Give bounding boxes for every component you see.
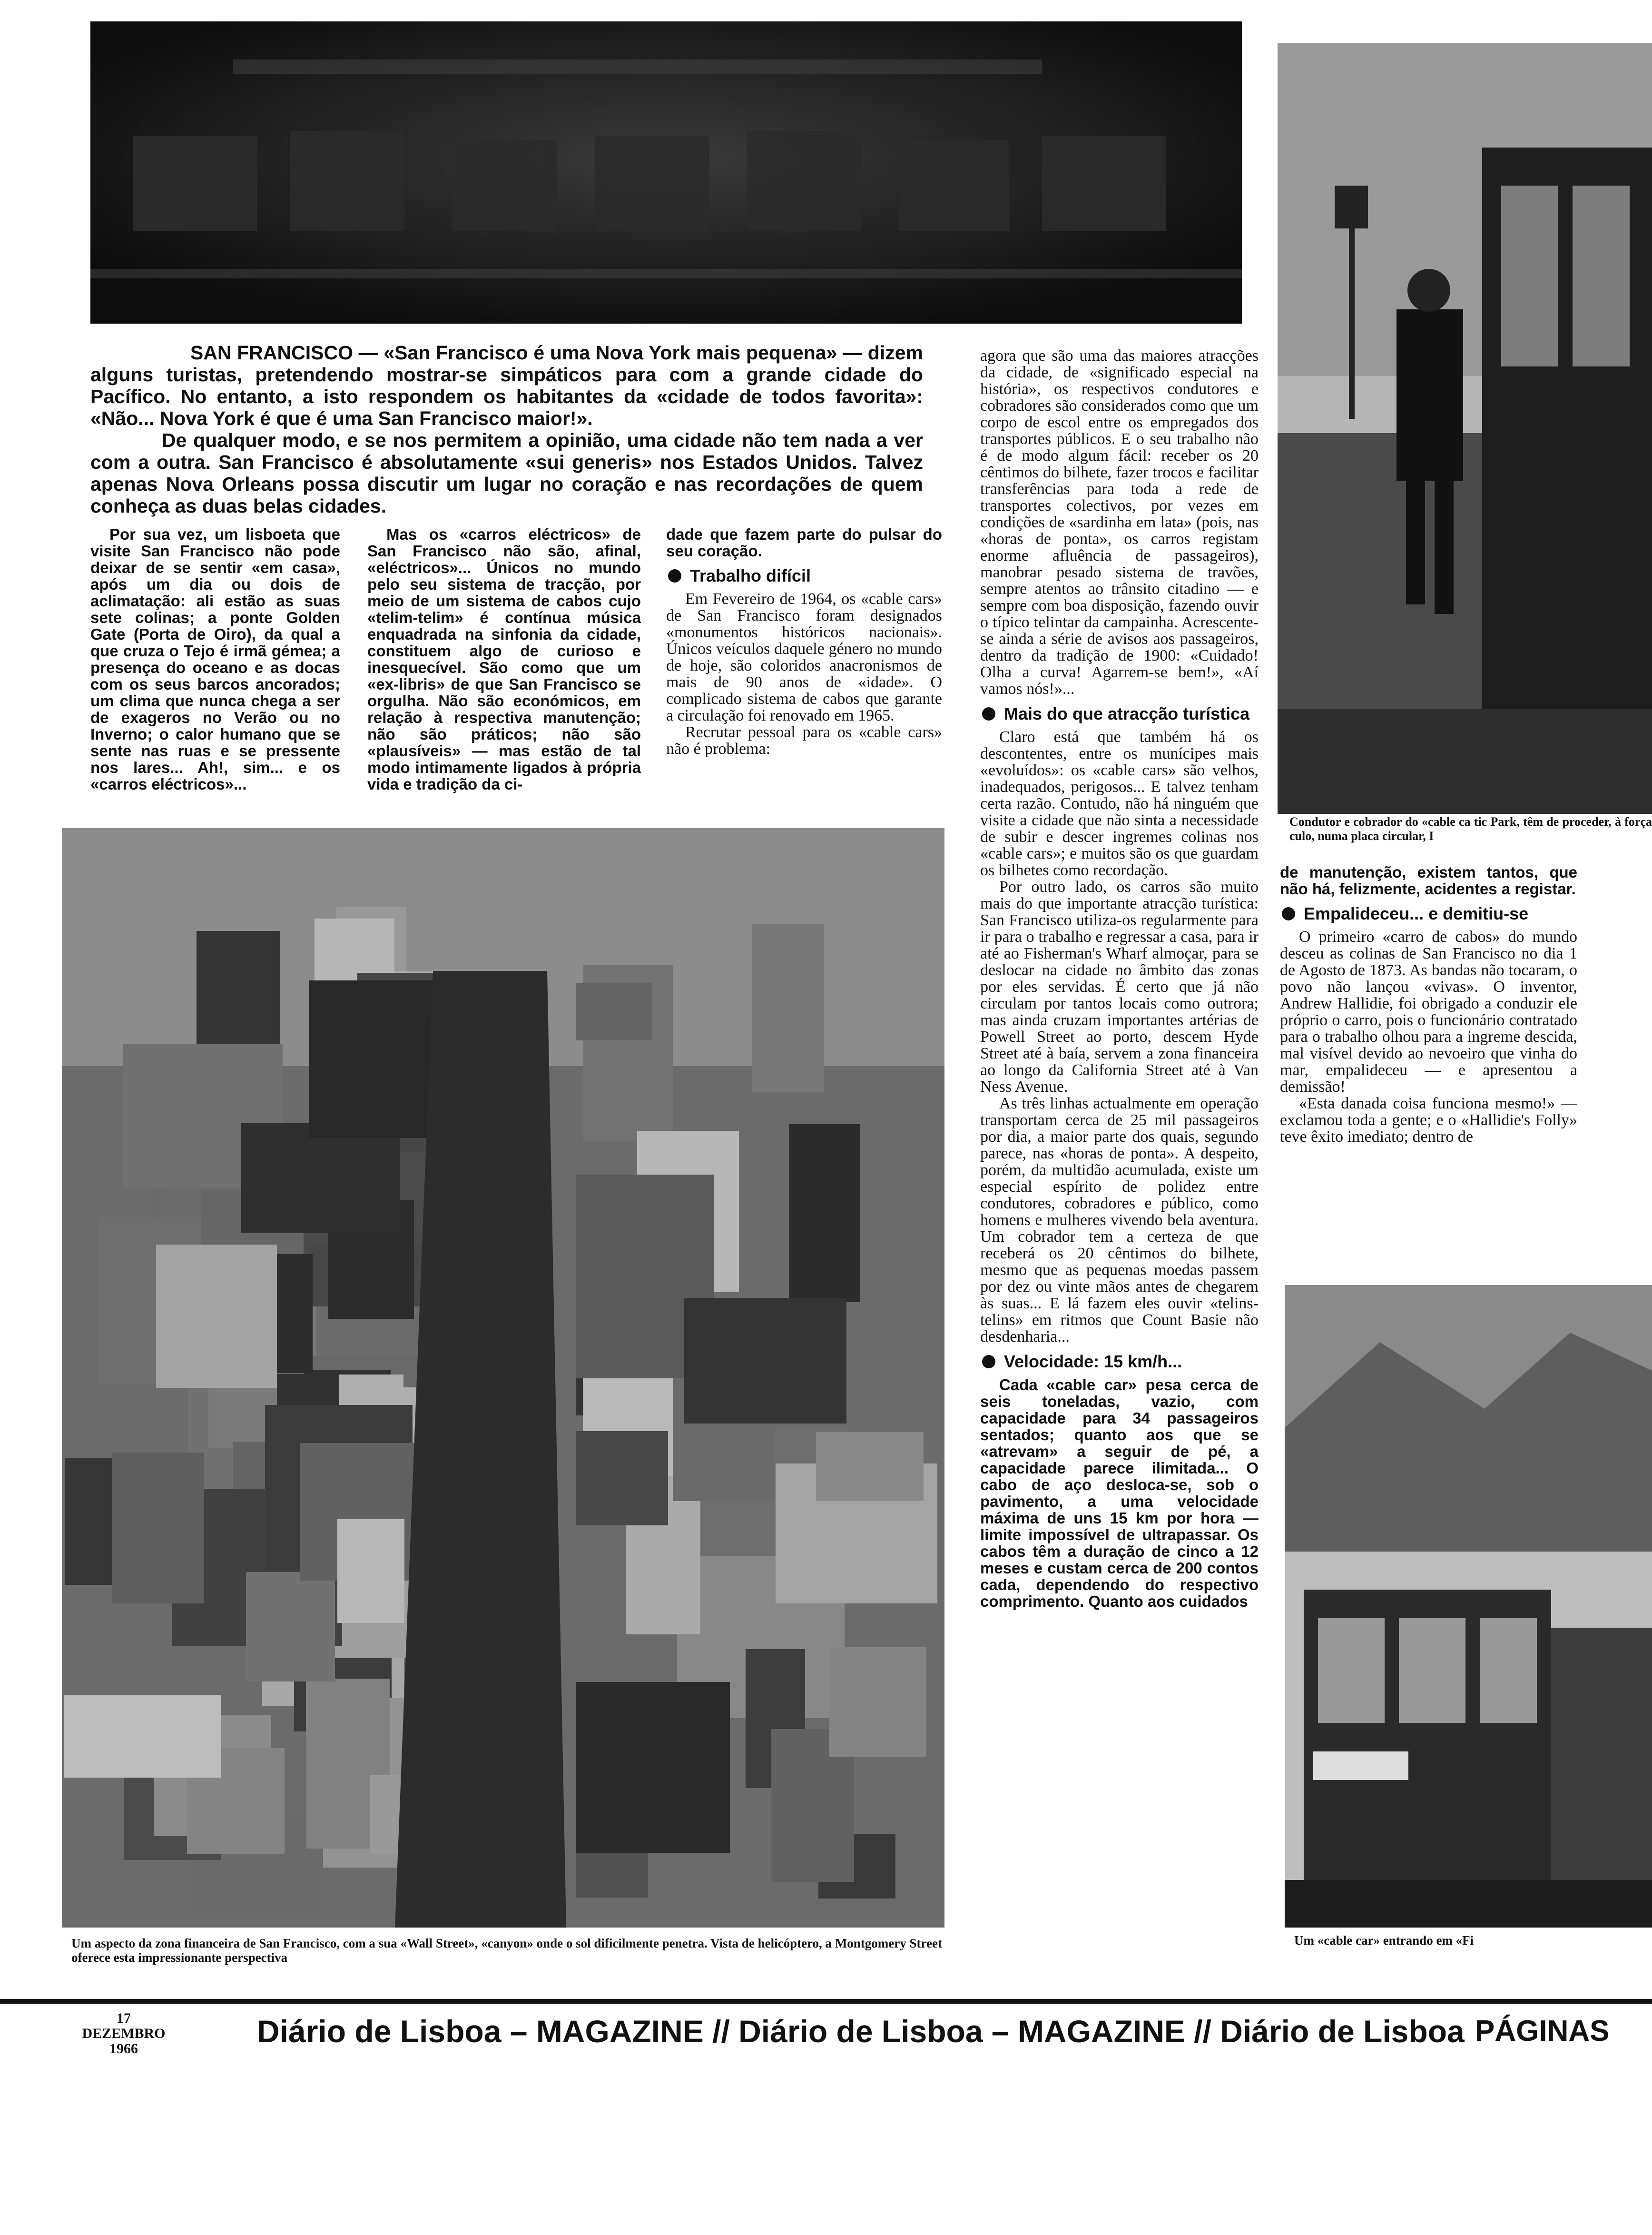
- masthead: Diário de Lisboa – MAGAZINE // Diário de Lisboa – MAGAZINE // Diário de Lisboa: [257, 2014, 1465, 2049]
- building-block: [752, 924, 824, 1092]
- article-column-5: [1280, 864, 1577, 1264]
- building-block: [684, 1298, 846, 1424]
- aerial-photo-caption: Um aspecto da zona financeira de San Francisco, com a sua «Wall Street», «canyon» onde o sol dificilmente penetra. Vista de helicóptero, a Montgomery Street oferece esta impressionante perspectiva: [71, 1936, 942, 1965]
- col3-p1: Em Fevereiro de 1964, os «cable cars» de San Francisco foram designados «monumentos históricos nacionais». Únicos veículos daquele género no mundo de hoje, são coloridos anacronismos de mais de 90 anos de «idade». O complicado sistema de cabos que garante a circulação foi renovado em 1965.: [666, 590, 942, 724]
- cable-car-photo-graphic: [1285, 1285, 1652, 1928]
- subhead-text: Velocidade: 15 km/h...: [1004, 1352, 1182, 1371]
- lead-p1-text: — «San Francisco é uma Nova York mais pequena» — dizem alguns turistas, pretendendo mostrar-se simpáticos para com a grande cidade do Pacífico. No entanto, a isto respondem os habitantes da «cidade de todos favorita»: «Não... Nova York é que é uma San Francisco maior!».: [90, 342, 923, 429]
- col5-p1: O primeiro «carro de cabos» do mundo desceu as colinas de San Francisco no dia 1 de Agosto de 1873. As bandas não tocaram, o povo não lançou «vivas». O inventor, Andrew Hallidie, foi obrigado a conduzir ele próprio o carro, pois o funcionário contratado para o trabalho olhou para a ingreme descida, mal visível devido ao nevoeiro que vinha do mar, empalideceu — e apresentou a demissão!: [1280, 928, 1577, 1096]
- issue-date-month: DEZEMBRO: [82, 2026, 166, 2041]
- building-block: [576, 1682, 730, 1853]
- article-column-2: [367, 526, 641, 831]
- footer-rule: [0, 1999, 1652, 2004]
- issue-date-day: 17: [117, 2010, 131, 2026]
- lead-paragraph: [90, 342, 923, 517]
- building-block: [241, 1123, 400, 1233]
- subhead-mais-do-que-atraccao: [980, 704, 1259, 724]
- col5-p0: de manutenção, existem tantos, que não há, felizmente, acidentes a registar.: [1280, 864, 1577, 898]
- building-block: [337, 1519, 404, 1623]
- bullet-icon: [668, 569, 681, 583]
- conductor-photo: [1278, 43, 1652, 814]
- building-block: [64, 1695, 221, 1778]
- cable-car-photo-caption: Um «cable car» entrando em «Fi: [1294, 1933, 1474, 1948]
- col4-p0: agora que são uma das maiores atracções da cidade, de «significado especial na história», os respectivos condutores e cobradores são considerados como que um corpo de escol entre os empregados dos transportes públicos. E o seu trabalho não é de modo algum fácil: receber os 20 cêntimos do bilhete, fazer trocos e facilitar transferências para toda a rede de transportes colectivos, por vezes em condições de «sardinha em lata» (pois, nas «horas de ponta», os carros registam enorme afluência de passageiros), manobrar pesado sistema de travões, sempre atentos ao trânsito citadino — e sempre com boa disposição, fazendo ouvir o típico telintar da campainha. Acrescente-se ainda a série de avisos aos passageiros, dentro da tradição de 1900: «Cuidado! Olha a curva! Agarrem-se bem!», «Aí vamos nós!»...: [980, 347, 1259, 698]
- subhead-empalideceu: [1280, 904, 1577, 924]
- issue-date-year: 1966: [109, 2041, 138, 2057]
- col3-p2: Recrutar pessoal para os «cable cars» não é problema:: [666, 723, 942, 758]
- building-block: [789, 1124, 860, 1302]
- pages-label: PÁGINAS: [1475, 2015, 1610, 2047]
- building-block: [576, 1431, 668, 1525]
- subhead-text: Empalideceu... e demitiu-se: [1304, 904, 1529, 923]
- issue-date: [71, 2011, 176, 2057]
- aerial-city-photo: [62, 828, 944, 1928]
- subhead-velocidade: [980, 1352, 1259, 1372]
- col1-text: Por sua vez, um lisboeta que visite San Francisco não pode deixar de se sentir «em casa», após um dia ou dois de aclimatação: ali estão as suas sete colinas; a ponte Golden Gate (Porta de Oiro), da qual a que cruza o Tejo é irmã gémea; a presença do oceano e as docas com os seus barcos ancorados; um clima que nunca chega a ser de exageros no Verão ou no Inverno; o calor humano que se sente nas ruas e se pressente nos lares... Ah!, sim... e os «carros eléctricos»...: [90, 526, 340, 793]
- building-block: [576, 983, 652, 1040]
- aerial-city-graphic: [62, 828, 944, 1928]
- title-banner-photo: [90, 21, 1242, 324]
- conductor-photo-caption: Condutor e cobrador do «cable ca tic Park, têm de proceder, à força culo, numa placa circular, I: [1289, 815, 1652, 843]
- bullet-icon: [982, 1355, 995, 1368]
- subhead-text: Mais do que atracção turística: [1004, 704, 1250, 723]
- conductor-photo-graphic: [1278, 43, 1652, 814]
- lead-place: SAN FRANCISCO: [190, 342, 353, 364]
- bullet-icon: [982, 707, 995, 721]
- building-block: [816, 1432, 924, 1501]
- building-block: [309, 980, 433, 1138]
- col5-p2: «Esta danada coisa funciona mesmo!» — exclamou toda a gente; e o «Hallidie's Folly» teve êxito imediato; dentro de: [1280, 1095, 1577, 1146]
- col4-p3: As três linhas actualmente em operação transportam cerca de 25 mil passageiros por dia, a maior parte dos quais, segundo parece, nas «horas de ponta». A despeito, porém, da multidão acumulada, existe um especial espírito de polidez entre condutores, cobradores e público, como homens e mulheres vivendo bela aventura. Um cobrador tem a certeza de que receberá os 20 cêntimos do bilhete, mesmo que as pequenas moedas passem por dez ou vinte mãos antes de chegarem às suas... E lá fazem eles ouvir «telins-telins» em ritmos que Count Basie não desdenharia...: [980, 1095, 1259, 1345]
- building-block: [829, 1647, 926, 1757]
- article-column-4: [980, 347, 1259, 1975]
- building-block: [112, 1453, 204, 1603]
- lead-p1: [90, 342, 923, 429]
- building-block: [156, 1245, 277, 1388]
- article-column-1: [90, 526, 340, 831]
- bullet-icon: [1282, 907, 1295, 920]
- subhead-text: Trabalho difícil: [690, 566, 811, 585]
- article-column-3: [666, 526, 942, 831]
- col4-p2: Por outro lado, os carros são muito mais do que importante atracção turística: San Francisco utiliza-os regularmente para ir para o trabalho e regressar a casa, para ir até ao Fisherman's Wharf almoçar, para se deslocar na cidade no âmbito das zonas por eles servidas. É certo que já não circulam por tantos locais como outrora; mas ainda cruzam importantes artérias de Powell Street ao porto, descem Hyde Street até à baía, servem a zona financeira ao longo da California Street até à Van Ness Avenue.: [980, 878, 1259, 1096]
- cable-car-photo: [1285, 1285, 1652, 1928]
- title-banner-graphic: [90, 21, 1242, 324]
- col4-p1: Claro está que também há os descontentes, entre os munícipes mais «evoluídos»: os «cable cars» são velhos, inadequados, perigosos... E talvez tenham certa razão. Contudo, não há ninguém que visite a cidade que não sinta a necessidade de subir e descer ingremes colinas nos «cable cars»; e muitos são os que guardam os bilhetes como recordação.: [980, 728, 1259, 879]
- col3-intro: dade que fazem parte do pulsar do seu coração.: [666, 526, 942, 560]
- lead-p2: De qualquer modo, e se nos permitem a opinião, uma cidade não tem nada a ver com a outra. San Francisco é absolutamente «sui generis» nos Estados Unidos. Talvez apenas Nova Orleans possa discutir um lugar no coração e nas recordações de quem conheça as duas belas cidades.: [90, 429, 923, 517]
- subhead-trabalho-dificil: [666, 566, 942, 586]
- col2-text: Mas os «carros eléctricos» de San Francisco não são, afinal, «eléctricos»... Únicos no mundo pelo seu sistema de tracção, por meio de um sistema de cabos cujo «telim-telim» é contínua música enquadrada na sinfonia da cidade, constituem algo de curioso e inesquecível. São como que um «ex-libris» de que San Francisco se orgulha. Não são económicos, em relação à respectiva manutenção; não são práticos; não são «plausíveis» — mas estão de tal modo intimamente ligados à própria vida e tradição da ci-: [367, 526, 641, 793]
- col4-p4: Cada «cable car» pesa cerca de seis toneladas, vazio, com capacidade para 34 passageiros sentados; quanto aos que se «atrevam» a seguir de pé, a capacidade parece ilimitada... O cabo de aço desloca-se, sob o pavimento, a uma velocidade máxima de uns 15 km por hora — limite impossível de ultrapassar. Os cabos têm a duração de cinco a 12 meses e custam cerca de 200 contos cada, dependendo do respectivo comprimento. Quanto aos cuidados: [980, 1376, 1259, 1610]
- building-block: [246, 1572, 335, 1681]
